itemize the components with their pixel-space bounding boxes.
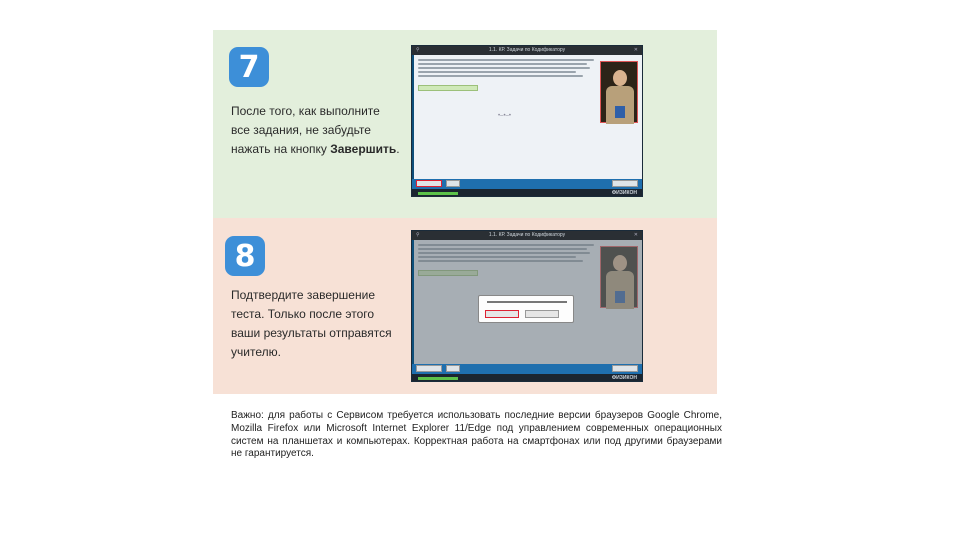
confirm-no-button	[525, 310, 559, 318]
next-button	[446, 365, 460, 372]
step-8-instruction: Подтвердите завершение теста. Только после этого ваши результаты отправятся учителю.	[231, 288, 392, 359]
right-button	[612, 180, 638, 187]
right-button	[612, 365, 638, 372]
confirm-question	[487, 301, 567, 303]
next-button	[446, 180, 460, 187]
task-text	[418, 59, 594, 79]
close-icon: ✕	[633, 47, 638, 53]
answer-input	[418, 85, 478, 91]
step-7-panel	[213, 30, 717, 218]
progress-bar	[418, 192, 458, 195]
search-icon: ⚲	[416, 232, 420, 238]
step-8-screenshot	[411, 230, 643, 382]
step-8-panel	[213, 218, 717, 394]
window-titlebar: ⚲ 1.1. КР. Задачи по Кодификатору ✕	[412, 231, 642, 240]
step-number-badge: 8	[225, 236, 265, 276]
brand-logo: ФИЗИКОН	[611, 190, 637, 196]
progress-bar	[418, 377, 458, 380]
finish-keyword: Завершить	[330, 142, 397, 156]
nav-dots: •–•–•	[498, 113, 511, 119]
bottom-toolbar	[412, 364, 642, 374]
important-note: Важно: для работы с Сервисом требуется использовать последние версии браузеров Google Chrome, Mozilla Firefox или Microsoft Internet Explorer 11/Edge под управлением современных операционных систем на планшетах и компьютерах. Корректная работа на смартфонах или под другими браузерами не гарантируется.	[231, 410, 722, 460]
confirm-dialog	[478, 295, 574, 323]
confirm-yes-button-highlight	[485, 310, 519, 318]
status-bar	[412, 189, 642, 197]
portrait-image	[600, 61, 638, 123]
finish-button	[416, 365, 442, 372]
close-icon: ✕	[633, 232, 638, 238]
step-number-badge: 7	[229, 47, 269, 87]
step-7-screenshot	[411, 45, 643, 197]
step-7-instruction: После того, как выполните все задания, не забудьте нажать на кнопку Завершить.	[231, 104, 400, 156]
status-bar	[412, 374, 642, 382]
window-titlebar: ⚲ 1.1. КР. Задачи по Кодификатору ✕	[412, 46, 642, 55]
finish-button-highlight	[416, 180, 442, 187]
task-content	[414, 55, 642, 179]
bottom-toolbar	[412, 179, 642, 189]
search-icon: ⚲	[416, 47, 420, 53]
brand-logo: ФИЗИКОН	[611, 375, 637, 381]
